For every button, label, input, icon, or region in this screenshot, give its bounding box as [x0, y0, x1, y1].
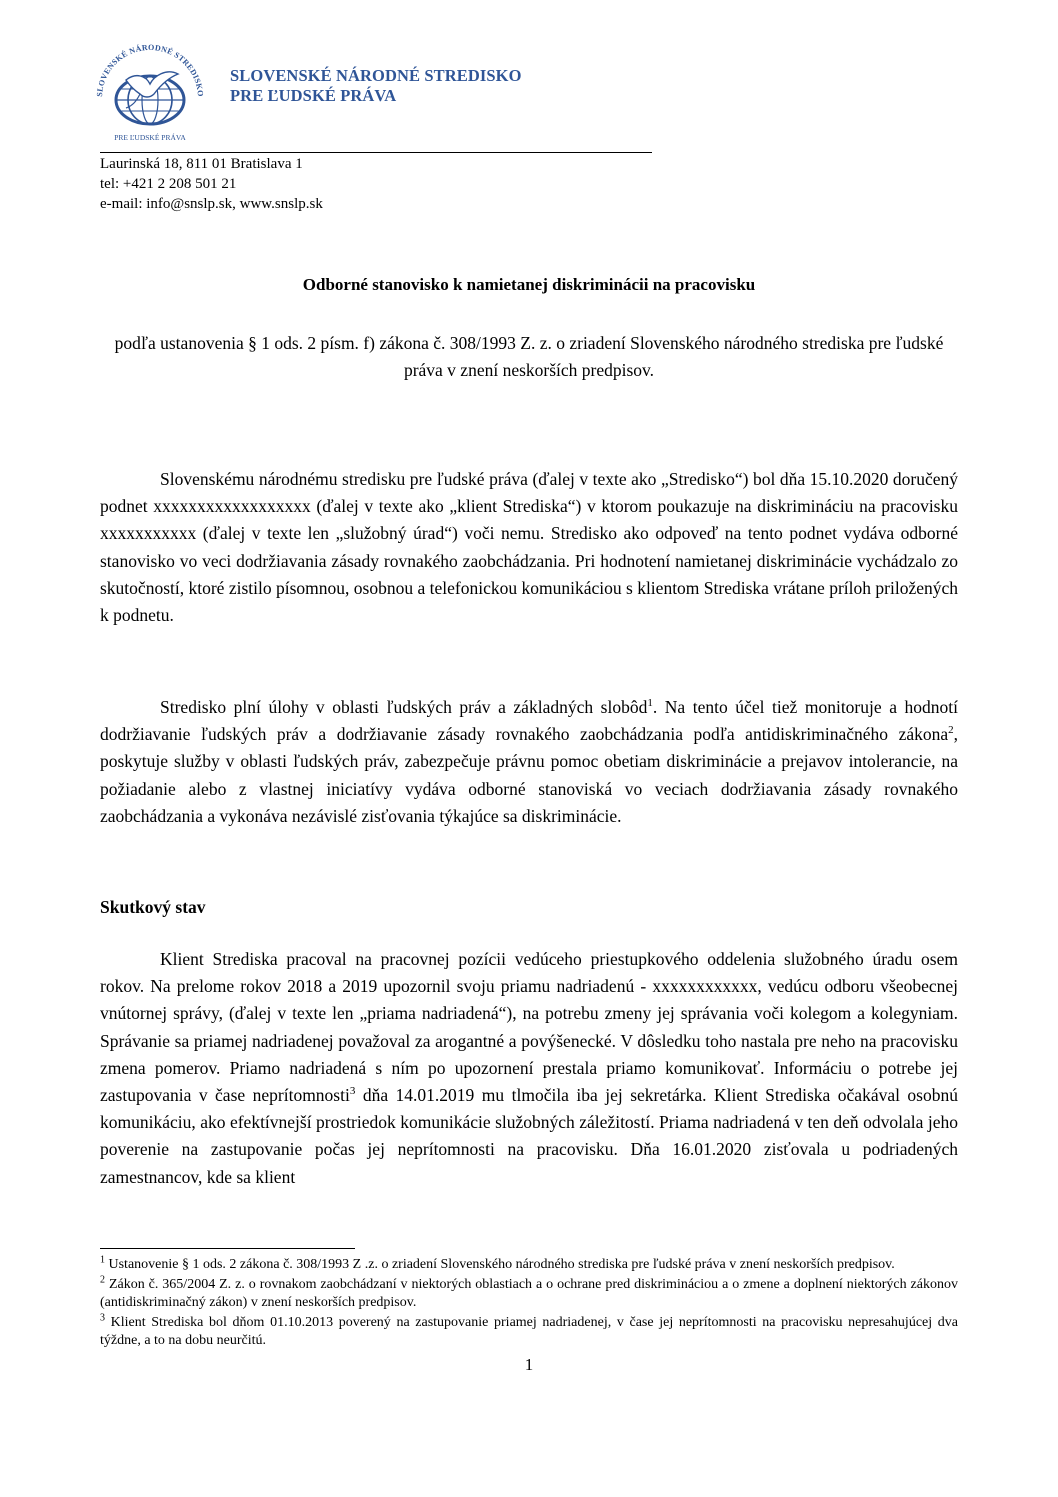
paragraph-mandate-part-1: Stredisko plní úlohy v oblasti ľudských práv a základných slobôd [160, 697, 648, 717]
footnote-1-text: Ustanovenie § 1 ods. 2 zákona č. 308/1993 Z .z. o zriadení Slovenského národného strediska pre ľudské práva v znení neskorších predpisov. [105, 1257, 895, 1272]
contact-address: Laurinská 18, 811 01 Bratislava 1 [100, 156, 303, 172]
footnote-ref-3[interactable]: 3 [349, 1085, 356, 1098]
organization-name-line-2: PRE ĽUDSKÉ PRÁVA [230, 86, 397, 105]
contact-phone: tel: +421 2 208 501 21 [100, 176, 237, 192]
footnote-1 [100, 1256, 958, 1275]
paragraph-facts-part-2: dňa 14.01.2019 mu tlmočila iba jej sekretárka. Klient Strediska očakával osobnú komunikáciu, ako efektívnejší prostriedok komunikácie služobných záležitostí. Priama nadriadená v ten deň odvolala jeho poverenie na zastupovanie počas jej neprítomnosti na pracovisku. Dňa 16.01.2020 zisťovala u podriadených zamestnancov, kde sa klient [100, 1085, 958, 1187]
footnote-2-number: 2 [100, 1273, 105, 1285]
header-divider [100, 152, 652, 153]
contact-block [100, 154, 323, 214]
organization-name-line-1: SLOVENSKÉ NÁRODNÉ STREDISKO [230, 66, 522, 85]
footnote-divider [100, 1248, 355, 1249]
document-subtitle: podľa ustanovenia § 1 ods. 2 písm. f) zákona č. 308/1993 Z. z. o zriadení Slovenského národného strediska pre ľudské práva v znení neskorších predpisov. [114, 333, 944, 380]
paragraph-facts-part-1: Klient Strediska pracoval na pracovnej pozícii vedúceho priestupkového oddelenia služobného úradu osem rokov. Na prelome rokov 2018 a 2019 upozornil svoju priamu nadriadenú - xxxxxxxxxxxx, vedúcu odboru všeobecnej vnútornej správy, (ďalej v texte len „priama nadriadená“), na potrebu zmeny jej správania voči kolegom a kolegyniam. Správanie sa priamej nadriadenej považoval za arogantné a povýšenecké. V dôsledku toho nastala pre neho na pracovisku zmena pomerov. Priamo nadriadená s ním po upozornení prestala priamo komunikovať. Informáciu o potrebe jej zastupovania v čase neprítomnosti [100, 949, 958, 1106]
footnote-2 [100, 1273, 958, 1313]
footnote-2-text: Zákon č. 365/2004 Z. z. o rovnakom zaobchádzaní v niektorých oblastiach a o ochrane pred diskrimináciou a o zmene a doplnení niektorých zákonov (antidiskriminačný zákon) v znení neskorších predpisov. [100, 1276, 958, 1311]
paragraph-intro: Slovenskému národnému stredisku pre ľudské práva (ďalej v texte ako „Stredisko“) bol dňa 15.10.2020 doručený podnet xxxxxxxxxxxxxxxxxx (ďalej v texte ako „klient Strediska“) v ktorom poukazuje na diskrimináciu na pracovisku xxxxxxxxxxx (ďalej v texte len „služobný úrad“) voči nemu. Stredisko ako odpoveď na tento podnet vydáva odborné stanovisko vo veci dodržiavania zásady rovnakého zaobchádzania. Pri hodnotení namietanej diskriminácie vychádzalo zo skutočností, ktoré zistilo písomnou, osobnou a telefonickou komunikáciou s klientom Strediska vrátane príloh priložených k podnetu. [100, 469, 958, 626]
paragraph-mandate-part-3: , poskytuje služby v oblasti ľudských práv, zabezpečuje právnu pomoc obetiam diskriminácie a prejavov intolerancie, na požiadanie alebo z vlastnej iniciatívy vydáva odborné stanoviská vo veciach dodržiavania zásady rovnakého zaobchádzania a vykonáva nezávislé zisťovania týkajúce sa diskriminácie. [100, 724, 958, 826]
footnote-ref-1[interactable]: 1 [647, 697, 653, 710]
page-number: 1 [524, 1355, 534, 1374]
footnote-3-text: Klient Strediska bol dňom 01.10.2013 poverený na zastupovanie priamej nadriadenej, v čase jej neprítomnosti na pracovisku nepresahujúcej dva týždne, a to na dobu neurčitú. [100, 1314, 958, 1349]
footnotes-block [100, 1256, 958, 1352]
footnote-ref-2[interactable]: 2 [948, 724, 954, 737]
footnote-3-number: 3 [100, 1312, 105, 1324]
contact-email-web: e-mail: info@snslp.sk, www.snslp.sk [100, 196, 323, 212]
organization-name [230, 66, 522, 106]
logo-arc-top-text: SLOVENSKÉ NÁRODNÉ STREDISKO [94, 42, 206, 98]
logo-arc-bottom-text: PRE ĽUDSKÉ PRÁVA [114, 133, 186, 142]
footnote-3 [100, 1314, 958, 1351]
document-title: Odborné stanovisko k namietanej diskriminácii na pracovisku [302, 275, 756, 294]
globe-dove-logo-icon [88, 32, 212, 150]
paragraph-mandate-part-2: . Na tento účel tiež monitoruje a hodnotí dodržiavanie ľudských práv a dodržiavanie zásady rovnakého zaobchádzania podľa antidiskriminačného zákona [100, 697, 958, 745]
paragraph-mandate [100, 694, 958, 830]
paragraph-facts [100, 946, 958, 1191]
footnote-1-number: 1 [100, 1254, 105, 1266]
section-heading-facts: Skutkový stav [100, 897, 206, 917]
